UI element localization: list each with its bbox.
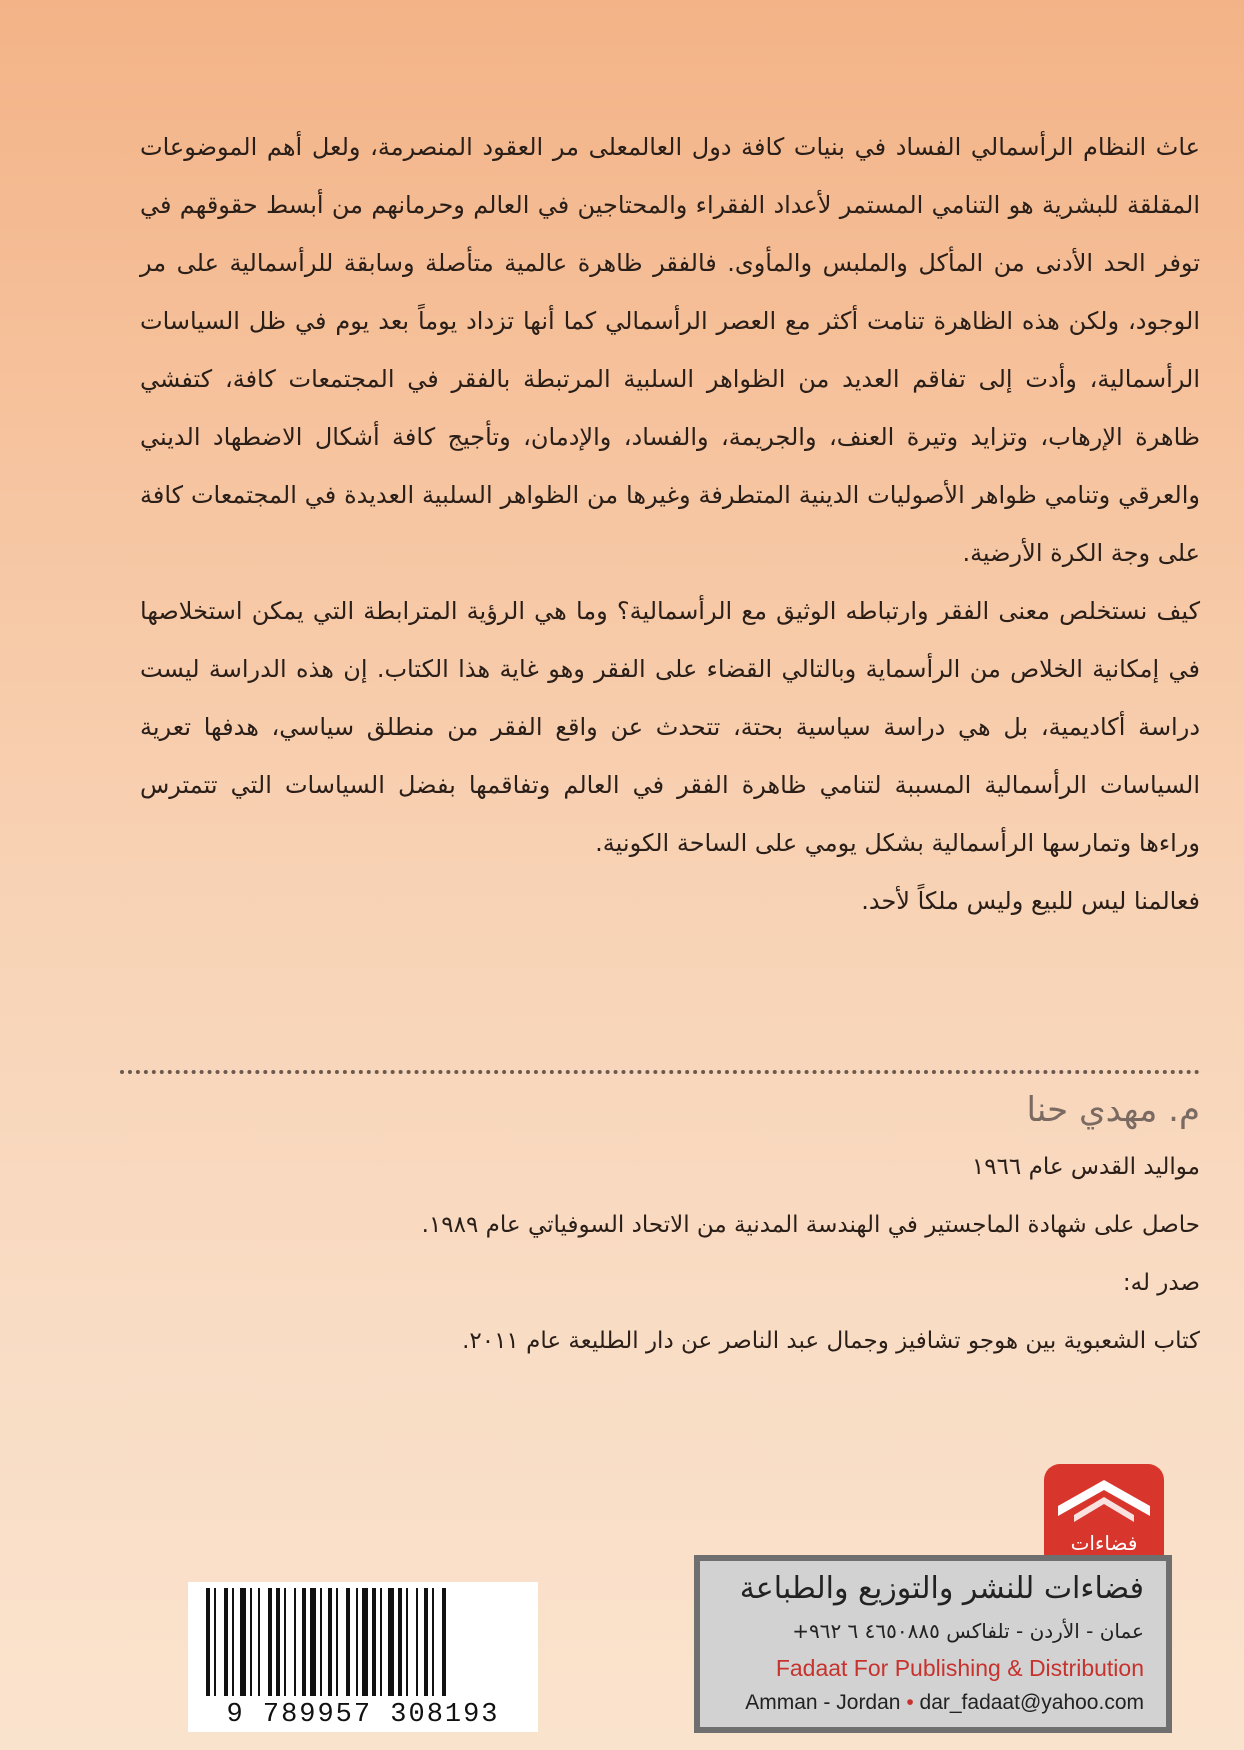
dotted-separator: [120, 1070, 1200, 1074]
logo-name: فضاءات: [1070, 1531, 1138, 1555]
author-block: [140, 1082, 1200, 1384]
publisher-address-ar: عمان - الأردن - تلفاكس ٤٦٥٠٨٨٥ ٦ ٩٦٢+: [792, 1619, 1144, 1643]
published-label: صدر له:: [1122, 1270, 1200, 1296]
back-cover-text: [140, 118, 1200, 930]
paragraph-1: عاث النظام الرأسمالي الفساد في بنيات كافة دول العالمعلى مر العقود المنصرمة، ولعل أهم الموضوعات المقلقة للبشرية هو التنامي المستمر لأعداد الفقراء والمحتاجين في العالم وحرمانهم من أبسط حقوقهم في توفر الحد الأدنى من المأكل والملبس والمأوى. فالفقر ظاهرة عالمية متأصلة وسابقة للرأسمالية على مر الوجود، ولكن هذه الظاهرة تنامت أكثر مع العصر الرأسمالي كما أنها تزداد يوماً بعد يوم في ظل السياسات الرأسمالية، وأدت إلى تفاقم العديد من الظواهر السلبية المرتبطة بالفقر في المجتمعات كافة، كتفشي ظاهرة الإرهاب، وتزايد وتيرة العنف، والجريمة، والفساد، والإدمان، وتأجيج كافة أشكال الاضطهاد الديني والعرقي وتنامي ظواهر الأصوليات الدينية المتطرفة وغيرها من الظواهر السلبية العديدة في المجتمعات كافة على وجة الكرة الأرضية.: [140, 133, 1200, 567]
bullet-icon: •: [906, 1691, 914, 1714]
logo-mark-icon: [1044, 1464, 1164, 1534]
author-degree: حاصل على شهادة الماجستير في الهندسة المدنية من الاتحاد السوفياتي عام ١٩٨٩.: [421, 1212, 1200, 1238]
isbn-barcode: [188, 1582, 538, 1732]
author-name: م. مهدي حنا: [1026, 1090, 1200, 1130]
author-book: كتاب الشعبوية بين هوجو تشافيز وجمال عبد الناصر عن دار الطليعة عام ٢٠١١.: [462, 1328, 1200, 1354]
paragraph-3: فعالمنا ليس للبيع وليس ملكاً لأحد.: [861, 887, 1200, 915]
publisher-contact: [745, 1691, 1144, 1715]
publisher-city: Amman - Jordan: [745, 1691, 901, 1714]
publisher-name-ar: فضاءات للنشر والتوزيع والطباعة: [739, 1571, 1144, 1606]
barcode-number: 9 789957 308193: [226, 1700, 500, 1730]
publisher-email: dar_fadaat@yahoo.com: [919, 1691, 1144, 1714]
publisher-name-en: Fadaat For Publishing & Distribution: [775, 1655, 1144, 1681]
publisher-info-box: [694, 1555, 1172, 1733]
paragraph-2: كيف نستخلص معنى الفقر وارتباطه الوثيق مع الرأسمالية؟ وما هي الرؤية المترابطة التي يمكن استخلاصها في إمكانية الخلاص من الرأسماية وبالتالي القضاء على الفقر وهو غاية هذا الكتاب. إن هذه الدراسة ليست دراسة أكاديمية، بل هي دراسة سياسية بحتة، تتحدث عن واقع الفقر من منطلق سياسي، هدفها تعرية السياسات الرأسمالية المسببة لتنامي ظاهرة الفقر في العالم وتفاقمها بفضل السياسات التي تتمترس وراءها وتمارسها الرأسمالية بشكل يومي على الساحة الكونية.: [140, 597, 1200, 857]
author-born: مواليد القدس عام ١٩٦٦: [971, 1154, 1200, 1180]
